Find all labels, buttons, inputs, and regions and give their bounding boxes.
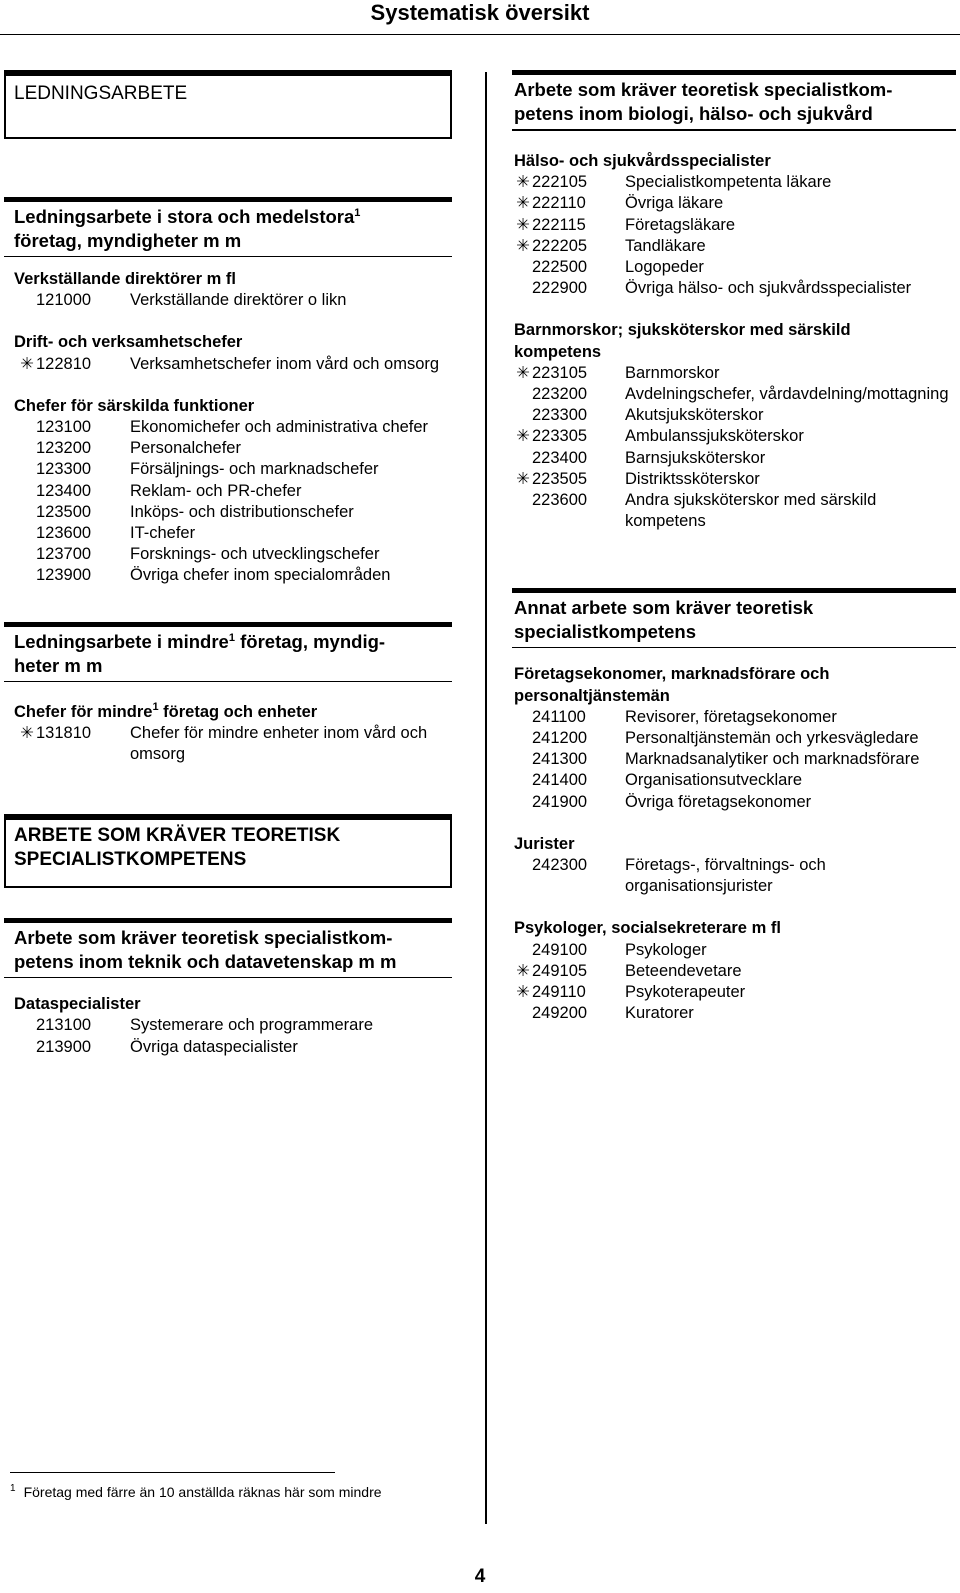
asterisk-icon [14, 459, 36, 480]
occupation-code: 121000 [36, 291, 92, 310]
section-ledningsarbete-title: LEDNINGSARBETE [14, 83, 188, 104]
asterisk-icon [14, 438, 36, 459]
occupation-name: Akutsjuksköterskor [625, 406, 764, 425]
footnote-ref: 1 [152, 700, 159, 713]
occupation-code: 223105 [532, 363, 588, 382]
heading-mindre-line1a: Ledningsarbete i mindre [14, 630, 229, 652]
occupation-code: 122810 [36, 354, 92, 373]
occupation-code: 222105 [532, 173, 588, 192]
page-title: Systematisk översikt [370, 0, 590, 25]
occupation-name: Psykologer [625, 940, 707, 959]
occupation-name: Logopeder [625, 258, 704, 277]
occupation-code: 123100 [36, 418, 92, 437]
section-teoretisk-line2: SPECIALISTKOMPETENS [14, 849, 247, 871]
asterisk-icon [512, 792, 532, 813]
occupation-code: 249110 [532, 983, 586, 1002]
asterisk-icon [512, 405, 532, 426]
item-list [4, 290, 452, 311]
list-item [512, 792, 956, 813]
group-title-line1: Företagsekonomer, marknadsförare och [514, 665, 830, 684]
occupation-code: 241400 [532, 771, 588, 790]
list-item [512, 236, 956, 257]
footnote-ref: 1 [354, 207, 361, 219]
heading-annat-line2: specialistkompetens [514, 621, 696, 643]
page-number: 4 [474, 1566, 486, 1587]
heading-teknik-line2: petens inom teknik och datavetenskap m m [14, 951, 397, 973]
group-title [512, 664, 956, 706]
occupation-name: Andra sjuksköterskor med särskild kompetens [625, 491, 877, 531]
list-item [512, 384, 956, 405]
occupation-name: Avdelningschefer, vårdavdelning/mottagning [625, 385, 949, 404]
group-title: Jurister [514, 834, 575, 853]
occupation-name: Reklam- och PR-chefer [130, 481, 302, 500]
occupation-name: Systemerare och programmerare [130, 1016, 374, 1035]
group-title: Chefer för särskilda funktioner [14, 396, 255, 415]
occupation-code: 249100 [532, 940, 588, 959]
asterisk-icon [512, 707, 532, 728]
occupation-name: Kuratorer [625, 1004, 694, 1023]
occupation-code: 123400 [36, 481, 92, 500]
asterisk-icon: ✳ [516, 427, 530, 446]
list-item [4, 459, 452, 480]
list-item [4, 523, 452, 544]
asterisk-icon [512, 490, 532, 532]
list-item [4, 417, 452, 438]
asterisk-icon: ✳ [516, 173, 530, 192]
group-title: Verkställande direktörer m fl [14, 270, 236, 288]
occupation-name: Barnmorskor [625, 363, 720, 382]
occupation-name: Personalchefer [130, 439, 241, 458]
right-column [512, 70, 956, 1025]
list-item [512, 1003, 956, 1024]
section-teoretisk-line1: ARBETE SOM KRÄVER TEORETISK [14, 825, 341, 847]
occupation-name: Chefer för mindre enheter inom vård och omsorg [130, 723, 428, 764]
occupation-code: 223200 [532, 385, 588, 404]
left-column [4, 70, 452, 1058]
occupation-name: Personaltjänstemän och yrkesvägledare [625, 729, 919, 748]
group-title: Dataspecialister [14, 995, 141, 1014]
occupation-code: 123600 [36, 524, 92, 543]
asterisk-icon [14, 502, 36, 523]
list-item [512, 707, 956, 728]
asterisk-icon [512, 749, 532, 770]
section-ledningsarbete [4, 70, 452, 139]
asterisk-icon [14, 481, 36, 502]
heading-stora-line2: företag, myndigheter m m [14, 230, 242, 251]
heading-mindre-line2: heter m m [14, 654, 103, 676]
occupation-code: 123900 [36, 566, 92, 585]
asterisk-icon: ✳ [516, 236, 530, 255]
occupation-code: 222110 [532, 194, 586, 213]
heading-teknik-line1: Arbete som kräver teoretisk specialistkom- [14, 927, 393, 949]
list-item [512, 770, 956, 791]
occupation-name: Verkställande direktörer o likn [130, 291, 347, 310]
column-divider [485, 72, 487, 1524]
group-title: Psykologer, socialsekreterare m fl [514, 919, 781, 938]
occupation-name: Psykoterapeuter [625, 983, 746, 1002]
occupation-code: 241300 [532, 750, 588, 769]
occupation-name: Ambulanssjuksköterskor [625, 427, 804, 446]
footnote [10, 1480, 382, 1501]
heading-biologi-line2: petens inom biologi, hälso- och sjukvård [514, 103, 873, 124]
list-item [512, 469, 956, 490]
list-item [4, 723, 452, 765]
occupation-name: IT-chefer [130, 524, 196, 543]
item-list [512, 172, 956, 299]
occupation-code: 131810 [36, 723, 92, 742]
footnote-text: Företag med färre än 10 anställda räknas här som mindre [23, 1484, 382, 1500]
asterisk-icon [512, 384, 532, 405]
list-item [512, 982, 956, 1003]
asterisk-icon [14, 565, 36, 586]
heading-teknik [4, 918, 452, 978]
occupation-name: Försäljnings- och marknadschefer [130, 460, 379, 479]
occupation-name: Revisorer, företagsekonomer [625, 707, 837, 726]
occupation-code: 213100 [36, 1016, 92, 1035]
item-list [512, 940, 956, 1025]
occupation-code: 241200 [532, 729, 588, 748]
item-list [4, 723, 452, 765]
list-item [512, 172, 956, 193]
group-title [512, 320, 956, 362]
footnote-mark: 1 [10, 1483, 16, 1494]
asterisk-icon [512, 448, 532, 469]
heading-annat [512, 588, 956, 648]
occupation-code: 223600 [532, 491, 588, 510]
group-title [4, 702, 452, 723]
asterisk-icon: ✳ [516, 469, 530, 488]
list-item [512, 193, 956, 214]
asterisk-icon [512, 728, 532, 749]
list-item [512, 278, 956, 299]
asterisk-icon [512, 855, 532, 897]
heading-annat-line1: Annat arbete som kräver teoretisk [514, 597, 814, 619]
list-item [512, 363, 956, 384]
list-item [4, 481, 452, 502]
asterisk-icon [14, 1015, 36, 1036]
heading-biologi-line1: Arbete som kräver teoretisk specialistkom- [514, 79, 893, 100]
occupation-code: 222205 [532, 236, 588, 255]
asterisk-icon [14, 544, 36, 565]
occupation-name: Specialistkompetenta läkare [625, 173, 832, 192]
heading-stora-line1: Ledningsarbete i stora och medelstora [14, 206, 355, 227]
list-item [4, 1037, 452, 1058]
asterisk-icon [512, 1003, 532, 1024]
asterisk-icon: ✳ [516, 961, 530, 980]
list-item [4, 565, 452, 586]
occupation-code: 223300 [532, 406, 588, 425]
occupation-name: Barnsjuksköterskor [625, 448, 766, 467]
asterisk-icon [512, 940, 532, 961]
occupation-code: 222500 [532, 258, 588, 277]
list-item [4, 1015, 452, 1036]
occupation-name: Övriga läkare [625, 194, 724, 213]
list-item [4, 290, 452, 311]
item-list [4, 1015, 452, 1057]
occupation-name: Övriga dataspecialister [130, 1037, 298, 1056]
asterisk-icon [14, 290, 36, 311]
occupation-code: 223400 [532, 448, 588, 467]
asterisk-icon [14, 417, 36, 438]
list-item [512, 961, 956, 982]
group-title-line2: kompetens [514, 342, 602, 361]
footnote-rule [10, 1472, 335, 1473]
occupation-code: 223305 [532, 427, 588, 446]
occupation-name: Inköps- och distributionschefer [130, 502, 354, 521]
title-rule [0, 34, 960, 35]
heading-mindre-foretag [4, 622, 452, 682]
occupation-name: Forsknings- och utvecklingschefer [130, 545, 380, 564]
asterisk-icon: ✳ [516, 363, 530, 382]
occupation-code: 222900 [532, 279, 588, 298]
heading-mindre-line1b: företag, myndig- [240, 630, 386, 652]
occupation-code: 222115 [532, 215, 586, 234]
list-item [512, 405, 956, 426]
group-title-line2: personaltjänstemän [514, 686, 670, 705]
occupation-name: Beteendevetare [625, 961, 742, 980]
item-list [4, 354, 452, 375]
section-teoretisk [4, 814, 452, 888]
group-title: Drift- och verksamhetschefer [14, 333, 243, 352]
occupation-code: 242300 [532, 856, 588, 875]
list-item [512, 855, 956, 897]
list-item [512, 490, 956, 532]
list-item [512, 940, 956, 961]
asterisk-icon: ✳ [516, 983, 530, 1002]
occupation-name: Företags-, förvaltnings- och organisationsjurister [625, 856, 826, 896]
asterisk-icon [14, 1037, 36, 1058]
occupation-name: Verksamhetschefer inom vård och omsorg [130, 354, 440, 373]
occupation-name: Företagsläkare [625, 215, 736, 234]
list-item [512, 215, 956, 236]
footnote-ref: 1 [228, 631, 235, 644]
asterisk-icon: ✳ [20, 723, 34, 742]
occupation-code: 249105 [532, 961, 588, 980]
list-item [4, 544, 452, 565]
list-item [512, 448, 956, 469]
group-title-line1: Barnmorskor; sjuksköterskor med särskild [514, 321, 851, 340]
list-item [512, 257, 956, 278]
occupation-code: 123700 [36, 545, 92, 564]
item-list [512, 363, 956, 533]
occupation-name: Marknadsanalytiker och marknadsförare [625, 750, 920, 769]
occupation-code: 241100 [532, 707, 586, 726]
occupation-name: Övriga hälso- och sjukvårdsspecialister [625, 279, 912, 298]
list-item [512, 749, 956, 770]
list-item [4, 438, 452, 459]
occupation-name: Ekonomichefer och administrativa chefer [130, 418, 429, 437]
item-list [512, 855, 956, 897]
occupation-name: Övriga chefer inom specialområden [130, 566, 391, 585]
asterisk-icon [512, 257, 532, 278]
item-list [512, 707, 956, 813]
list-item [512, 426, 956, 447]
asterisk-icon [512, 278, 532, 299]
list-item [4, 354, 452, 375]
occupation-code: 123300 [36, 460, 92, 479]
group-title-part: företag och enheter [163, 702, 318, 721]
list-item [512, 728, 956, 749]
occupation-name: Organisationsutvecklare [625, 771, 803, 790]
heading-biologi [512, 70, 956, 131]
occupation-code: 123200 [36, 439, 92, 458]
occupation-code: 223505 [532, 469, 588, 488]
occupation-name: Övriga företagsekonomer [625, 792, 812, 811]
asterisk-icon [14, 523, 36, 544]
asterisk-icon: ✳ [516, 215, 530, 234]
occupation-name: Distriktssköterskor [625, 469, 760, 488]
heading-stora-foretag [4, 197, 452, 257]
occupation-code: 241900 [532, 792, 588, 811]
asterisk-icon: ✳ [516, 194, 530, 213]
group-title: Hälso- och sjukvårdsspecialister [514, 152, 771, 170]
occupation-code: 213900 [36, 1037, 92, 1056]
asterisk-icon: ✳ [20, 354, 34, 373]
occupation-code: 249200 [532, 1004, 588, 1023]
occupation-name: Tandläkare [625, 236, 706, 255]
item-list [4, 417, 452, 587]
list-item [4, 502, 452, 523]
asterisk-icon [512, 770, 532, 791]
group-title-part: Chefer för mindre [14, 702, 153, 721]
occupation-code: 123500 [36, 502, 92, 521]
